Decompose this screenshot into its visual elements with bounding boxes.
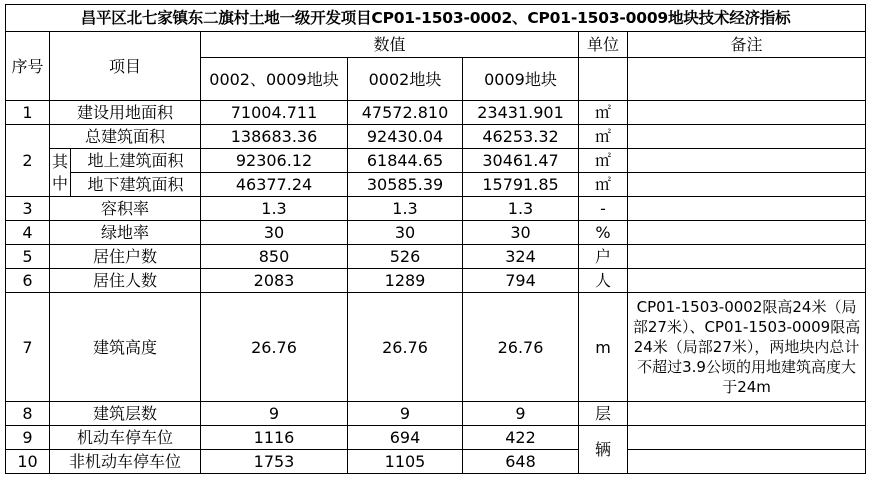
row-unit: 辆	[579, 426, 628, 474]
row-value-0009: 30	[463, 221, 579, 245]
table-row	[6, 101, 866, 125]
qizhong-label	[50, 149, 71, 197]
row-item: 总建筑面积	[50, 125, 201, 149]
row-unit: ㎡	[579, 173, 628, 197]
row-item: 非机动车停车位	[50, 450, 201, 474]
indicator-table	[5, 4, 866, 474]
row-value-0009: 15791.85	[463, 173, 579, 197]
row-item: 建设用地面积	[50, 101, 201, 125]
row-unit: m	[579, 293, 628, 402]
row-item: 机动车停车位	[50, 426, 201, 450]
row-seq: 3	[6, 197, 50, 221]
row-unit: 层	[579, 402, 628, 426]
row-note	[628, 426, 866, 450]
row-value-both: 26.76	[201, 293, 348, 402]
row-value-0009: 9	[463, 402, 579, 426]
row-note	[628, 197, 866, 221]
row-value-both: 2083	[201, 269, 348, 293]
row-value-0002: 30	[348, 221, 463, 245]
row-seq: 4	[6, 221, 50, 245]
header-note-blank	[628, 58, 866, 101]
row-value-0002: 9	[348, 402, 463, 426]
table-row	[6, 149, 866, 173]
row-item: 居住人数	[50, 269, 201, 293]
table-row	[6, 402, 866, 426]
header-col-0009: 0009地块	[463, 58, 579, 101]
row-value-0002: 61844.65	[348, 149, 463, 173]
row-value-0009: 46253.32	[463, 125, 579, 149]
row-value-0002: 526	[348, 245, 463, 269]
table-row	[6, 269, 866, 293]
table-row	[6, 293, 866, 402]
qizhong-char: 中	[52, 173, 69, 193]
row-unit: -	[579, 197, 628, 221]
row-note	[628, 221, 866, 245]
row-item: 建筑层数	[50, 402, 201, 426]
row-note	[628, 125, 866, 149]
row-value-0002: 1289	[348, 269, 463, 293]
header-col-both: 0002、0009地块	[201, 58, 348, 101]
header-note: 备注	[628, 32, 866, 58]
row-value-both: 138683.36	[201, 125, 348, 149]
row-note-height-limit: CP01-1503-0002限高24米（局部27米）、CP01-1503-0009限高24米（局部27米），两地块内总计不超过3.9公顷的用地建筑高度大于24m	[628, 293, 866, 402]
row-note	[628, 173, 866, 197]
row-value-0009: 26.76	[463, 293, 579, 402]
row-value-0009: 23431.901	[463, 101, 579, 125]
table-row	[6, 221, 866, 245]
row-value-both: 1.3	[201, 197, 348, 221]
table-row	[6, 450, 866, 474]
row-note	[628, 402, 866, 426]
table-title: 昌平区北七家镇东二旗村土地一级开发项目CP01-1503-0002、CP01-1503-0009地块技术经济指标	[6, 5, 866, 32]
row-value-0002: 1.3	[348, 197, 463, 221]
row-seq: 7	[6, 293, 50, 402]
row-note	[628, 149, 866, 173]
row-value-both: 71004.711	[201, 101, 348, 125]
table-row	[6, 426, 866, 450]
row-seq: 5	[6, 245, 50, 269]
row-seq: 8	[6, 402, 50, 426]
row-seq: 2	[6, 125, 50, 197]
row-unit: %	[579, 221, 628, 245]
row-value-0009: 324	[463, 245, 579, 269]
indicator-table-wrapper	[5, 4, 865, 474]
table-row	[6, 197, 866, 221]
row-value-0009: 1.3	[463, 197, 579, 221]
row-seq: 10	[6, 450, 50, 474]
row-value-0002: 26.76	[348, 293, 463, 402]
row-note	[628, 450, 866, 474]
row-item: 建筑高度	[50, 293, 201, 402]
row-value-both: 1116	[201, 426, 348, 450]
row-item: 地下建筑面积	[71, 173, 201, 197]
row-item: 容积率	[50, 197, 201, 221]
row-value-0002: 1105	[348, 450, 463, 474]
table-row	[6, 173, 866, 197]
row-unit: ㎡	[579, 125, 628, 149]
header-values: 数值	[201, 32, 579, 58]
header-item: 项目	[50, 32, 201, 101]
header-unit-blank	[579, 58, 628, 101]
table-row	[6, 125, 866, 149]
header-col-0002: 0002地块	[348, 58, 463, 101]
row-value-0002: 92430.04	[348, 125, 463, 149]
row-value-both: 92306.12	[201, 149, 348, 173]
row-value-0009: 30461.47	[463, 149, 579, 173]
row-seq: 1	[6, 101, 50, 125]
row-unit: 户	[579, 245, 628, 269]
row-value-both: 850	[201, 245, 348, 269]
row-unit: ㎡	[579, 101, 628, 125]
row-value-0009: 422	[463, 426, 579, 450]
row-seq: 6	[6, 269, 50, 293]
row-item: 绿地率	[50, 221, 201, 245]
header-unit: 单位	[579, 32, 628, 58]
header-seq: 序号	[6, 32, 50, 101]
row-value-both: 9	[201, 402, 348, 426]
row-item: 地上建筑面积	[71, 149, 201, 173]
row-value-0009: 648	[463, 450, 579, 474]
table-row	[6, 245, 866, 269]
row-item: 居住户数	[50, 245, 201, 269]
row-note	[628, 101, 866, 125]
row-note	[628, 245, 866, 269]
row-value-both: 46377.24	[201, 173, 348, 197]
row-value-both: 1753	[201, 450, 348, 474]
row-value-0002: 47572.810	[348, 101, 463, 125]
row-note	[628, 269, 866, 293]
qizhong-char: 其	[52, 151, 69, 171]
row-unit: ㎡	[579, 149, 628, 173]
row-value-0002: 30585.39	[348, 173, 463, 197]
row-unit: 人	[579, 269, 628, 293]
row-seq: 9	[6, 426, 50, 450]
row-value-0009: 794	[463, 269, 579, 293]
row-value-0002: 694	[348, 426, 463, 450]
row-value-both: 30	[201, 221, 348, 245]
